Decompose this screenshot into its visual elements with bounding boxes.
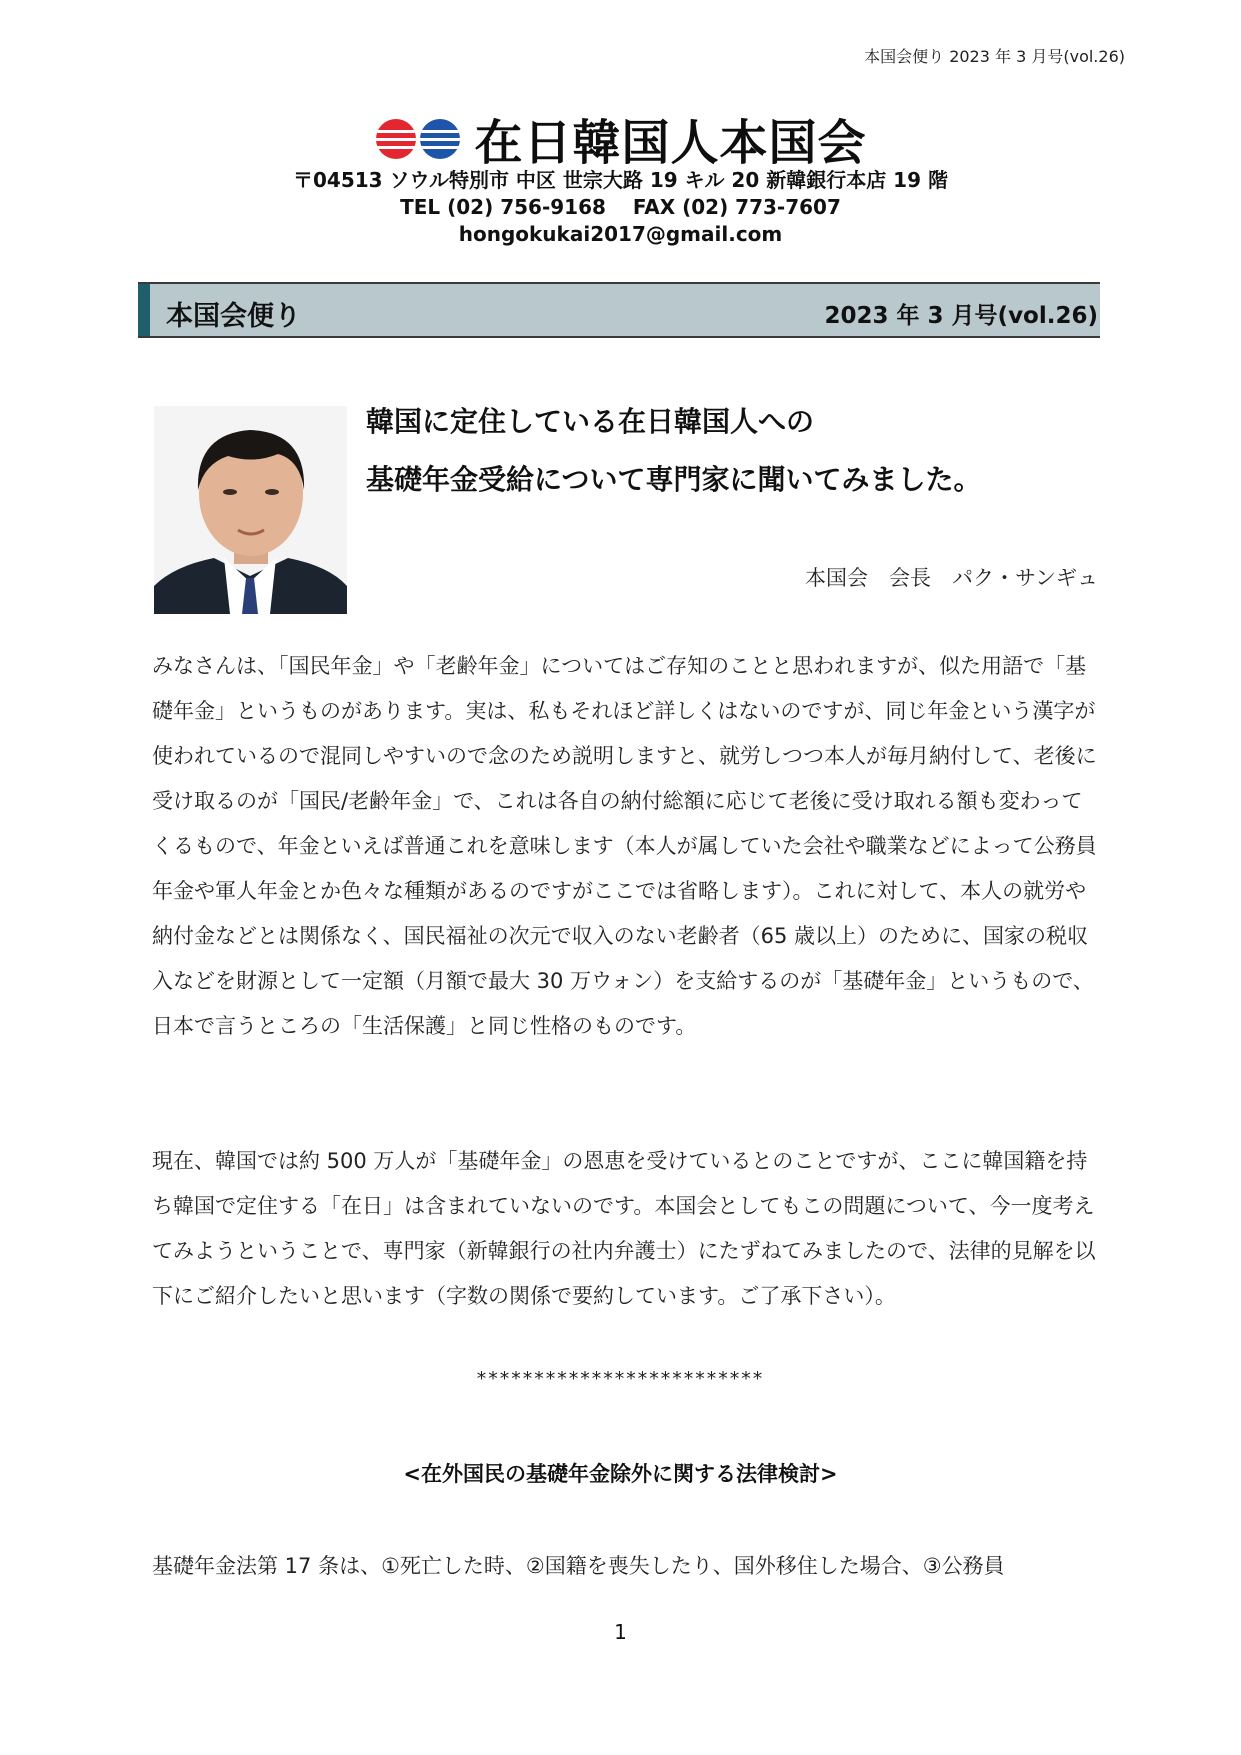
author-portrait [154, 406, 347, 614]
masthead-logo-row [374, 104, 866, 173]
contact-block [0, 167, 1241, 248]
paragraph-3: 基礎年金法第 17 条は、①死亡した時、②国籍を喪失したり、国外移住した場合、③公務員 [152, 1554, 1005, 1578]
legal-review-subheading: <在外国民の基礎年金除外に関する法律検討> [403, 1462, 838, 1486]
asterisk-separator: ************************* [476, 1368, 765, 1390]
paragraph-1: みなさんは、「国民年金」や「老齢年金」についてはご存知のことと思われますが、似た用語で「基礎年金」というものがあります。実は、私もそれほど詳しくはないのですが、同じ年金という漢字が使われているので混同しやすいので念のため説明しますと、就労しつつ本人が毎月納付して、老後に受け取るのが「国民/老齢年金」で、これは各自の納付総額に応じて老後に受け取れる額も変わってくるもので、年金といえば普通これを意味します（本人が属していた会社や職業などによって公務員年金や軍人年金とか色々な種類があるのですがここでは省略します）。これに対して、本人の就労や納付金などとは関係なく、国民福祉の次元で収入のない老齢者（65 歳以上）のために、国家の税収入などを財源として一定額（月額で最大 30 万ウォン）を支給するのが「基礎年金」というもので、日本で言うところの「生活保護」と同じ性格のものです。 [152, 654, 1097, 1038]
issue-number: 2023 年 3 月号(vol.26) [824, 303, 1098, 329]
email-address: hongokukai2017@gmail.com [458, 222, 783, 246]
page-number: 1 [614, 1620, 627, 1644]
person-portrait-icon [154, 406, 347, 614]
running-header: 本国会便り 2023 年 3 月号(vol.26) [864, 47, 1125, 66]
headline-line-1: 韓国に定住している在日韓国人への [366, 405, 815, 438]
twin-sphere-logo-icon [374, 116, 464, 162]
headline-line-2: 基礎年金受給について専門家に聞いてみました。 [366, 463, 982, 496]
author-byline: 本国会 会長 パク・サンギュ [805, 566, 1098, 590]
organization-name: 在日韓国人本国会 [474, 115, 867, 171]
postal-address: 〒04513 ソウル特別市 中区 世宗大路 19 キル 20 新韓銀行本店 19 階 [293, 168, 948, 192]
section-bar-accent [138, 284, 150, 336]
paragraph-2: 現在、韓国では約 500 万人が「基礎年金」の恩恵を受けているとのことですが、ここに韓国籍を持ち韓国で定住する「在日」は含まれていないのです。本国会としてもこの問題について、今一度考えてみようということで、専門家（新韓銀行の社内弁護士）にたずねてみましたので、法律的見解を以下にご紹介したいと思います（字数の関係で要約しています。ご了承下さい）。 [152, 1149, 1096, 1308]
phone-fax: TEL (02) 756-9168 FAX (02) 773-7607 [400, 195, 841, 219]
masthead [0, 104, 1241, 173]
section-bar [138, 282, 1100, 338]
article-headline [366, 393, 981, 509]
section-title: 本国会便り [166, 301, 301, 332]
